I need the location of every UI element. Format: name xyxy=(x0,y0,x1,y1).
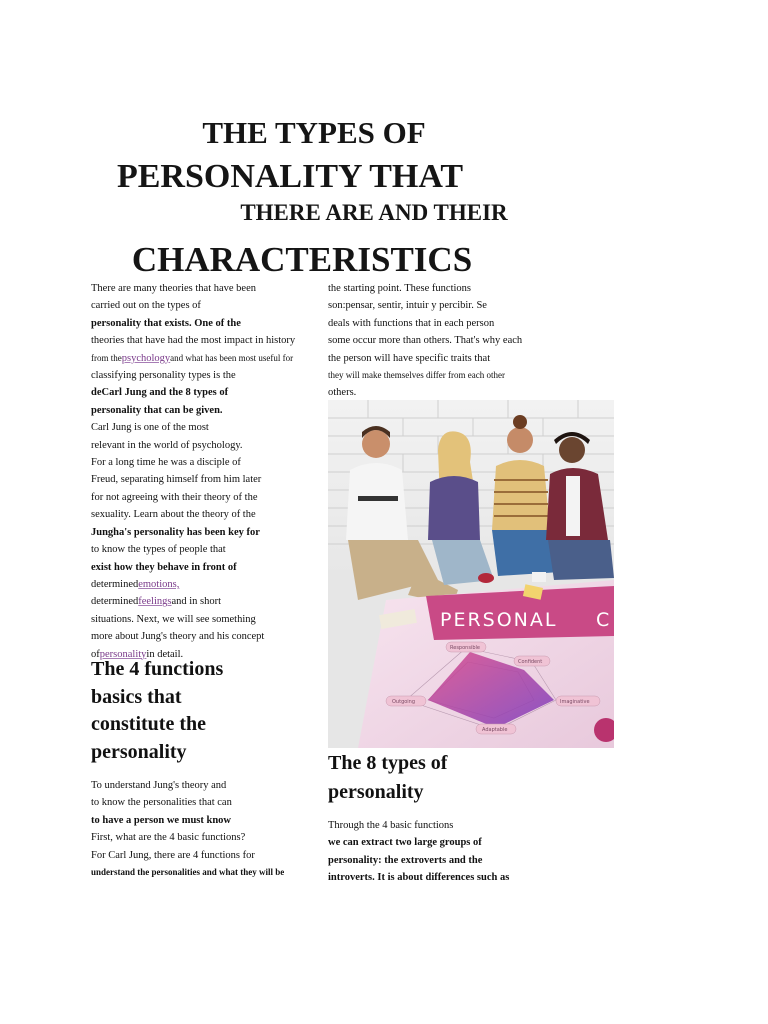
text-line: deCarl Jung and the 8 types of xyxy=(91,387,229,399)
text-line: classifying personality types is the xyxy=(91,370,236,382)
text-line: carried out on the types of xyxy=(91,300,201,312)
text-span: of xyxy=(91,648,100,660)
text-line: others. xyxy=(328,387,357,399)
photo-illustration xyxy=(328,400,614,748)
text-line: relevant in the world of psychology. xyxy=(91,439,243,451)
personality-link[interactable]: personality xyxy=(99,648,147,660)
text-line: to know the types of people that xyxy=(91,544,226,556)
text-line xyxy=(91,350,316,367)
text-line: some occur more than others. That's why each xyxy=(328,335,523,347)
text-line: personality: the extroverts and the xyxy=(328,854,483,866)
text-span: and what has been most useful for xyxy=(170,352,294,363)
text-line: situations. Next, we will see something xyxy=(91,613,256,625)
text-line: for not agreeing with their theory of the xyxy=(91,491,258,503)
heading-line: The 8 types of xyxy=(328,752,448,774)
banner-text: PERSONAL xyxy=(440,609,558,631)
heading-eight-types xyxy=(328,749,447,807)
text-line: For Carl Jung, there are 4 functions for xyxy=(91,849,255,861)
text-line: deals with functions that in each person xyxy=(328,317,495,329)
text-line: introverts. It is about differences such as xyxy=(328,872,510,884)
text-line: Jungha's personality has been key for xyxy=(91,526,260,538)
text-line: we can extract two large groups of xyxy=(328,837,482,849)
title-line-4: CHARACTERISTICS xyxy=(131,240,473,279)
text-line: Carl Jung is one of the most xyxy=(91,422,209,434)
heading-line: personality xyxy=(328,781,424,803)
chart-label: Adaptable xyxy=(482,727,508,733)
text-line: understand the personalities and what they will be xyxy=(91,867,285,878)
left-column-text xyxy=(91,280,316,663)
people-photo xyxy=(328,400,614,748)
text-line: Freud, separating himself from him later xyxy=(91,474,262,486)
right-column-text xyxy=(328,280,618,402)
text-line xyxy=(91,576,316,593)
right-column-text-2 xyxy=(328,817,509,887)
text-line: the starting point. These functions xyxy=(328,283,471,294)
text-span: from the xyxy=(91,352,122,363)
text-span: determined xyxy=(91,578,139,590)
text-line: to know the personalities that can xyxy=(91,797,232,809)
chart-label: Responsible xyxy=(450,645,480,651)
text-span: and in short xyxy=(171,596,222,608)
feelings-link[interactable]: feelings xyxy=(138,596,172,608)
text-line: the person will have specific traits that xyxy=(328,352,491,364)
heading-line: basics that xyxy=(91,685,182,708)
text-span: determined xyxy=(91,596,139,608)
text-line xyxy=(91,593,316,610)
text-line: more about Jung's theory and his concept xyxy=(91,631,265,643)
banner-text-tail: C xyxy=(596,609,610,631)
text-line: First, what are the 4 basic functions? xyxy=(91,832,246,844)
heading-line: The 4 functions xyxy=(91,658,224,680)
title-line-1: THE TYPES OF xyxy=(202,115,426,150)
text-line: To understand Jung's theory and xyxy=(91,780,227,791)
title-line-3: THERE ARE AND THEIR xyxy=(240,200,508,225)
text-span: in detail. xyxy=(146,648,184,660)
text-line: theories that have had the most impact in history xyxy=(91,335,296,347)
left-column-text-2 xyxy=(91,777,284,881)
text-line: There are many theories that have been xyxy=(91,283,257,294)
text-line: son:pensar, sentir, intuir y percibir. Se xyxy=(328,300,487,312)
heading-line: personality xyxy=(91,740,187,763)
text-line: personality that exists. One of the xyxy=(91,317,241,329)
text-line: Through the 4 basic functions xyxy=(328,820,454,831)
text-line: to have a person we must know xyxy=(91,814,232,826)
psychology-link[interactable]: psychology xyxy=(121,352,171,364)
title-line-2: PERSONALITY THAT xyxy=(116,158,464,195)
emotions-link[interactable]: emotions, xyxy=(138,578,180,590)
heading-line: constitute the xyxy=(91,713,206,735)
chart-label: Confident xyxy=(518,659,543,665)
text-line: sexuality. Learn about the theory of the xyxy=(91,509,256,521)
chart-label: Outgoing xyxy=(392,699,416,705)
text-line: exist how they behave in front of xyxy=(91,561,237,573)
heading-four-functions xyxy=(91,656,223,766)
text-line: For a long time he was a disciple of xyxy=(91,457,241,469)
text-line: personality that can be given. xyxy=(91,404,223,416)
chart-label: Imaginative xyxy=(560,699,590,705)
text-line: they will make themselves differ from each other xyxy=(328,370,506,381)
